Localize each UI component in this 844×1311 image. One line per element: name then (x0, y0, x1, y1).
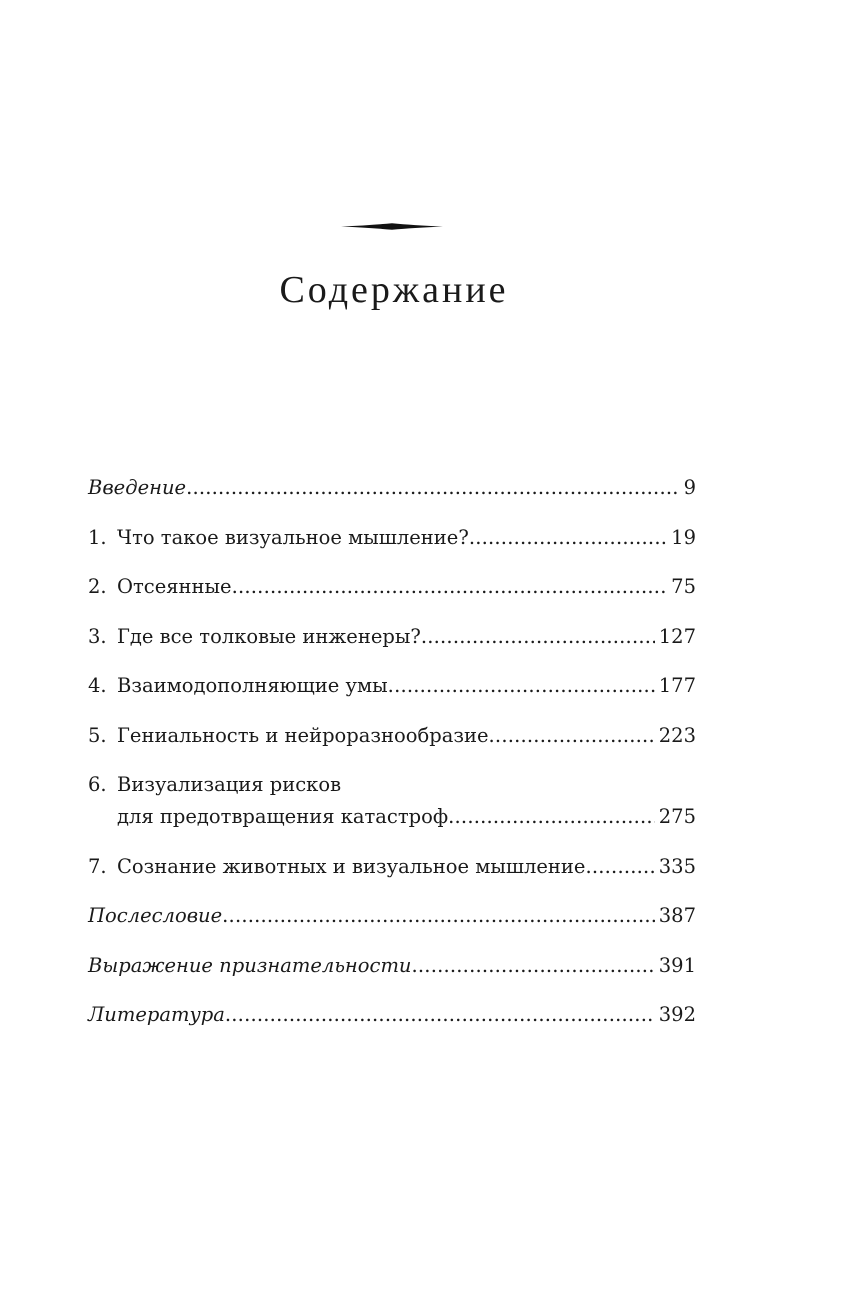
toc-entry-label: Гениальность и нейроразнообразие (117, 723, 489, 747)
toc-page-number: 335 (658, 854, 696, 878)
toc-entry-chapter-7[interactable] (88, 851, 696, 883)
toc-entry-label-line-1: Визуализация рисков (117, 773, 342, 796)
toc-entry-label: Что такое визуальное мышление? (117, 525, 469, 549)
toc-page-number: 387 (658, 904, 696, 927)
toc-entry-chapter-5[interactable] (88, 720, 696, 752)
chapter-number: 4. (88, 674, 107, 697)
dot-leader (489, 720, 655, 752)
toc-page-number: 223 (658, 723, 696, 747)
toc-entry-chapter-3[interactable] (88, 621, 696, 653)
toc-page-number: 275 (658, 805, 696, 828)
toc-entry-chapter-4[interactable] (88, 670, 696, 702)
dot-leader (388, 670, 655, 702)
dot-leader (469, 522, 667, 554)
toc-page-number: 392 (658, 1003, 696, 1026)
toc-page-number: 127 (658, 624, 696, 648)
chapter-number: 7. (88, 854, 107, 878)
title-ornament (341, 222, 443, 231)
dot-leader (448, 801, 655, 833)
chapter-number: 3. (88, 624, 107, 648)
chapter-number: 5. (88, 723, 107, 747)
toc-entry-bibliography[interactable] (88, 999, 696, 1031)
toc-entry-label: Введение (88, 476, 187, 499)
toc-entry-label: Выражение признательности (88, 953, 412, 977)
toc-entry-chapter-2[interactable] (88, 571, 696, 603)
dot-leader (421, 621, 655, 653)
toc-page-number: 75 (671, 575, 696, 598)
table-of-contents (88, 472, 696, 1049)
toc-entry-label: Взаимодополняющие умы (117, 674, 388, 697)
dot-leader (412, 950, 655, 982)
toc-page-number: 9 (683, 476, 696, 499)
toc-entry-chapter-6[interactable] (88, 769, 696, 833)
chapter-number: 2. (88, 575, 107, 598)
dot-leader (585, 851, 654, 883)
chapter-number: 1. (88, 525, 107, 549)
toc-entry-label: Послесловие (88, 904, 223, 927)
dot-leader (225, 999, 655, 1031)
dot-leader (222, 900, 655, 932)
chapter-number: 6. (88, 773, 107, 796)
toc-entry-label: Отсеянные (117, 575, 232, 598)
toc-entry-chapter-1[interactable] (88, 522, 696, 554)
toc-entry-afterword[interactable] (88, 900, 696, 932)
page-title: Содержание (279, 269, 509, 311)
toc-entry-acknowledgements[interactable] (88, 950, 696, 982)
toc-page-number: 19 (671, 525, 696, 549)
dot-leader (232, 571, 668, 603)
toc-page-number: 391 (658, 953, 696, 977)
toc-entry-label: Сознание животных и визуальное мышление (117, 854, 586, 878)
toc-entry-introduction[interactable] (88, 472, 696, 504)
toc-entry-label: Литература (88, 1003, 225, 1026)
toc-entry-label: Где все толковые инженеры? (117, 624, 421, 648)
dot-leader (186, 472, 680, 504)
toc-page-number: 177 (658, 674, 696, 697)
toc-entry-label-line-2: для предотвращения катастроф (117, 805, 449, 828)
